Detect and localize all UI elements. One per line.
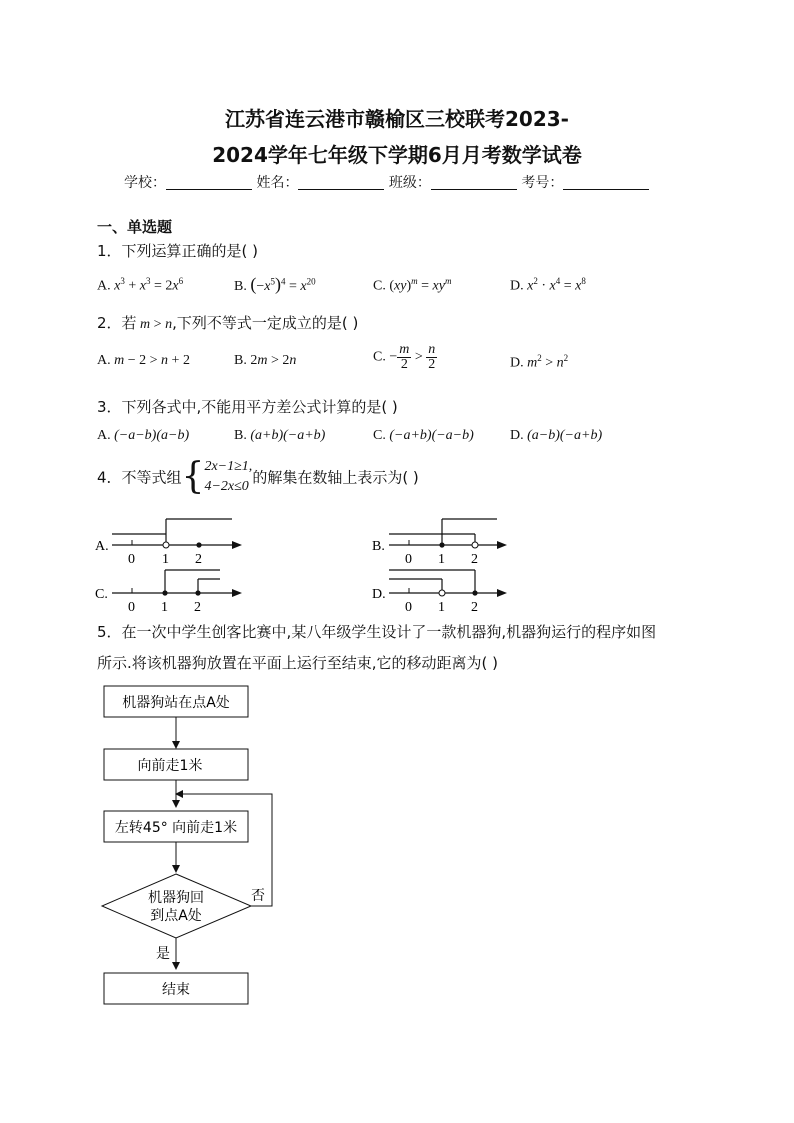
svg-text:0: 0: [128, 552, 135, 567]
exam-number-blank: [563, 175, 649, 190]
q3-option-c: C. (−a+b)(−a−b): [373, 428, 474, 443]
q1-option-c: C. $(xy)^m = xy^m$: [373, 276, 452, 294]
q1-stem: 1．下列运算正确的是( ): [97, 242, 259, 260]
q3-option-a: A. (−a−b)(a−b): [97, 428, 190, 443]
q4-number-line-b: [369, 512, 519, 567]
section-title: 一、单选题: [97, 218, 173, 236]
flow-no-label: 否: [251, 888, 265, 904]
flow-decision-text-2: 到点A处: [150, 908, 202, 924]
svg-text:2: 2: [471, 552, 478, 567]
name-label: 姓名：: [256, 175, 299, 191]
q1-option-a: A. $x^3 + x^3 = 2x^6$: [97, 276, 184, 294]
q5-flowchart: [98, 680, 288, 1010]
svg-text:1: 1: [162, 552, 169, 567]
q2-stem: 2．若 m > n,下列不等式一定成立的是( ): [97, 314, 359, 332]
flow-start-text: 机器狗站在点A处: [122, 695, 230, 711]
q3-option-b: B. (a+b)(−a+b): [234, 428, 326, 443]
flow-end-text: 结束: [162, 982, 190, 998]
q5-stem-line2: 所示.将该机器狗放置在平面上运行至结束,它的移动距离为( ): [97, 654, 499, 672]
q2-option-b: B. 2m > 2n: [234, 353, 297, 368]
school-blank: [166, 175, 252, 190]
paper-title-line1: 江苏省连云港市赣榆区三校联考2023-: [225, 107, 569, 131]
flow-decision-text-1: 机器狗回: [148, 890, 204, 906]
paper-title-line2: 2024学年七年级下学期6月月考数学试卷: [212, 143, 582, 167]
q2-option-a: A. m − 2 > n + 2: [97, 353, 190, 368]
q4-number-line-a: [92, 512, 252, 567]
flow-turn-text: 左转45° 向前走1米: [114, 820, 238, 836]
q2-option-d: D. $m^2 > n^2$: [510, 353, 569, 371]
flow-yes-label: 是: [156, 946, 170, 962]
q2-option-c: C. − $\frac{m}{2}$ > $\frac{n}{2}$: [373, 342, 436, 372]
flow-decision-diamond: [102, 874, 251, 938]
svg-text:2: 2: [195, 552, 202, 567]
q5-stem-line1: 5．在一次中学生创客比赛中,某八年级学生设计了一款机器狗,机器狗运行的程序如图: [97, 623, 657, 641]
q3-stem: 3．下列各式中,不能用平方差公式计算的是( ): [97, 398, 398, 416]
svg-text:1: 1: [161, 600, 168, 614]
svg-text:A.: A.: [95, 539, 109, 554]
svg-text:0: 0: [405, 600, 412, 614]
name-blank: [298, 175, 384, 190]
svg-text:B.: B.: [372, 539, 385, 554]
class-blank: [431, 175, 517, 190]
svg-text:1: 1: [438, 600, 445, 614]
svg-text:0: 0: [128, 600, 135, 614]
svg-text:C.: C.: [95, 587, 108, 602]
svg-text:D.: D.: [372, 587, 386, 602]
q4-stem: 4．不等式组{ 2x−1≥1, 4−2x≤0 的解集在数轴上表示为( ): [97, 456, 419, 497]
svg-text:0: 0: [405, 552, 412, 567]
flow-step-text: 向前走1米: [137, 758, 203, 774]
exam-number-label: 考号：: [521, 175, 564, 191]
q4-number-line-c: [92, 564, 252, 614]
svg-text:2: 2: [471, 600, 478, 614]
q4-inequality-2: 4−2x≤0: [204, 479, 249, 494]
q1-option-b: B. $(-x^5)^4 = x^{20}$: [234, 274, 316, 294]
student-info-row: [124, 172, 649, 192]
class-label: 班级：: [388, 175, 431, 191]
q4-inequality-1: 2x−1≥1,: [204, 459, 253, 474]
q1-option-d: D. $x^2 \cdot x^4 = x^8$: [510, 276, 586, 294]
svg-text:2: 2: [194, 600, 201, 614]
svg-text:1: 1: [438, 552, 445, 567]
q3-option-d: D. (a−b)(−a+b): [510, 428, 603, 443]
school-label: 学校：: [124, 175, 166, 191]
q4-number-line-d: [369, 564, 519, 614]
